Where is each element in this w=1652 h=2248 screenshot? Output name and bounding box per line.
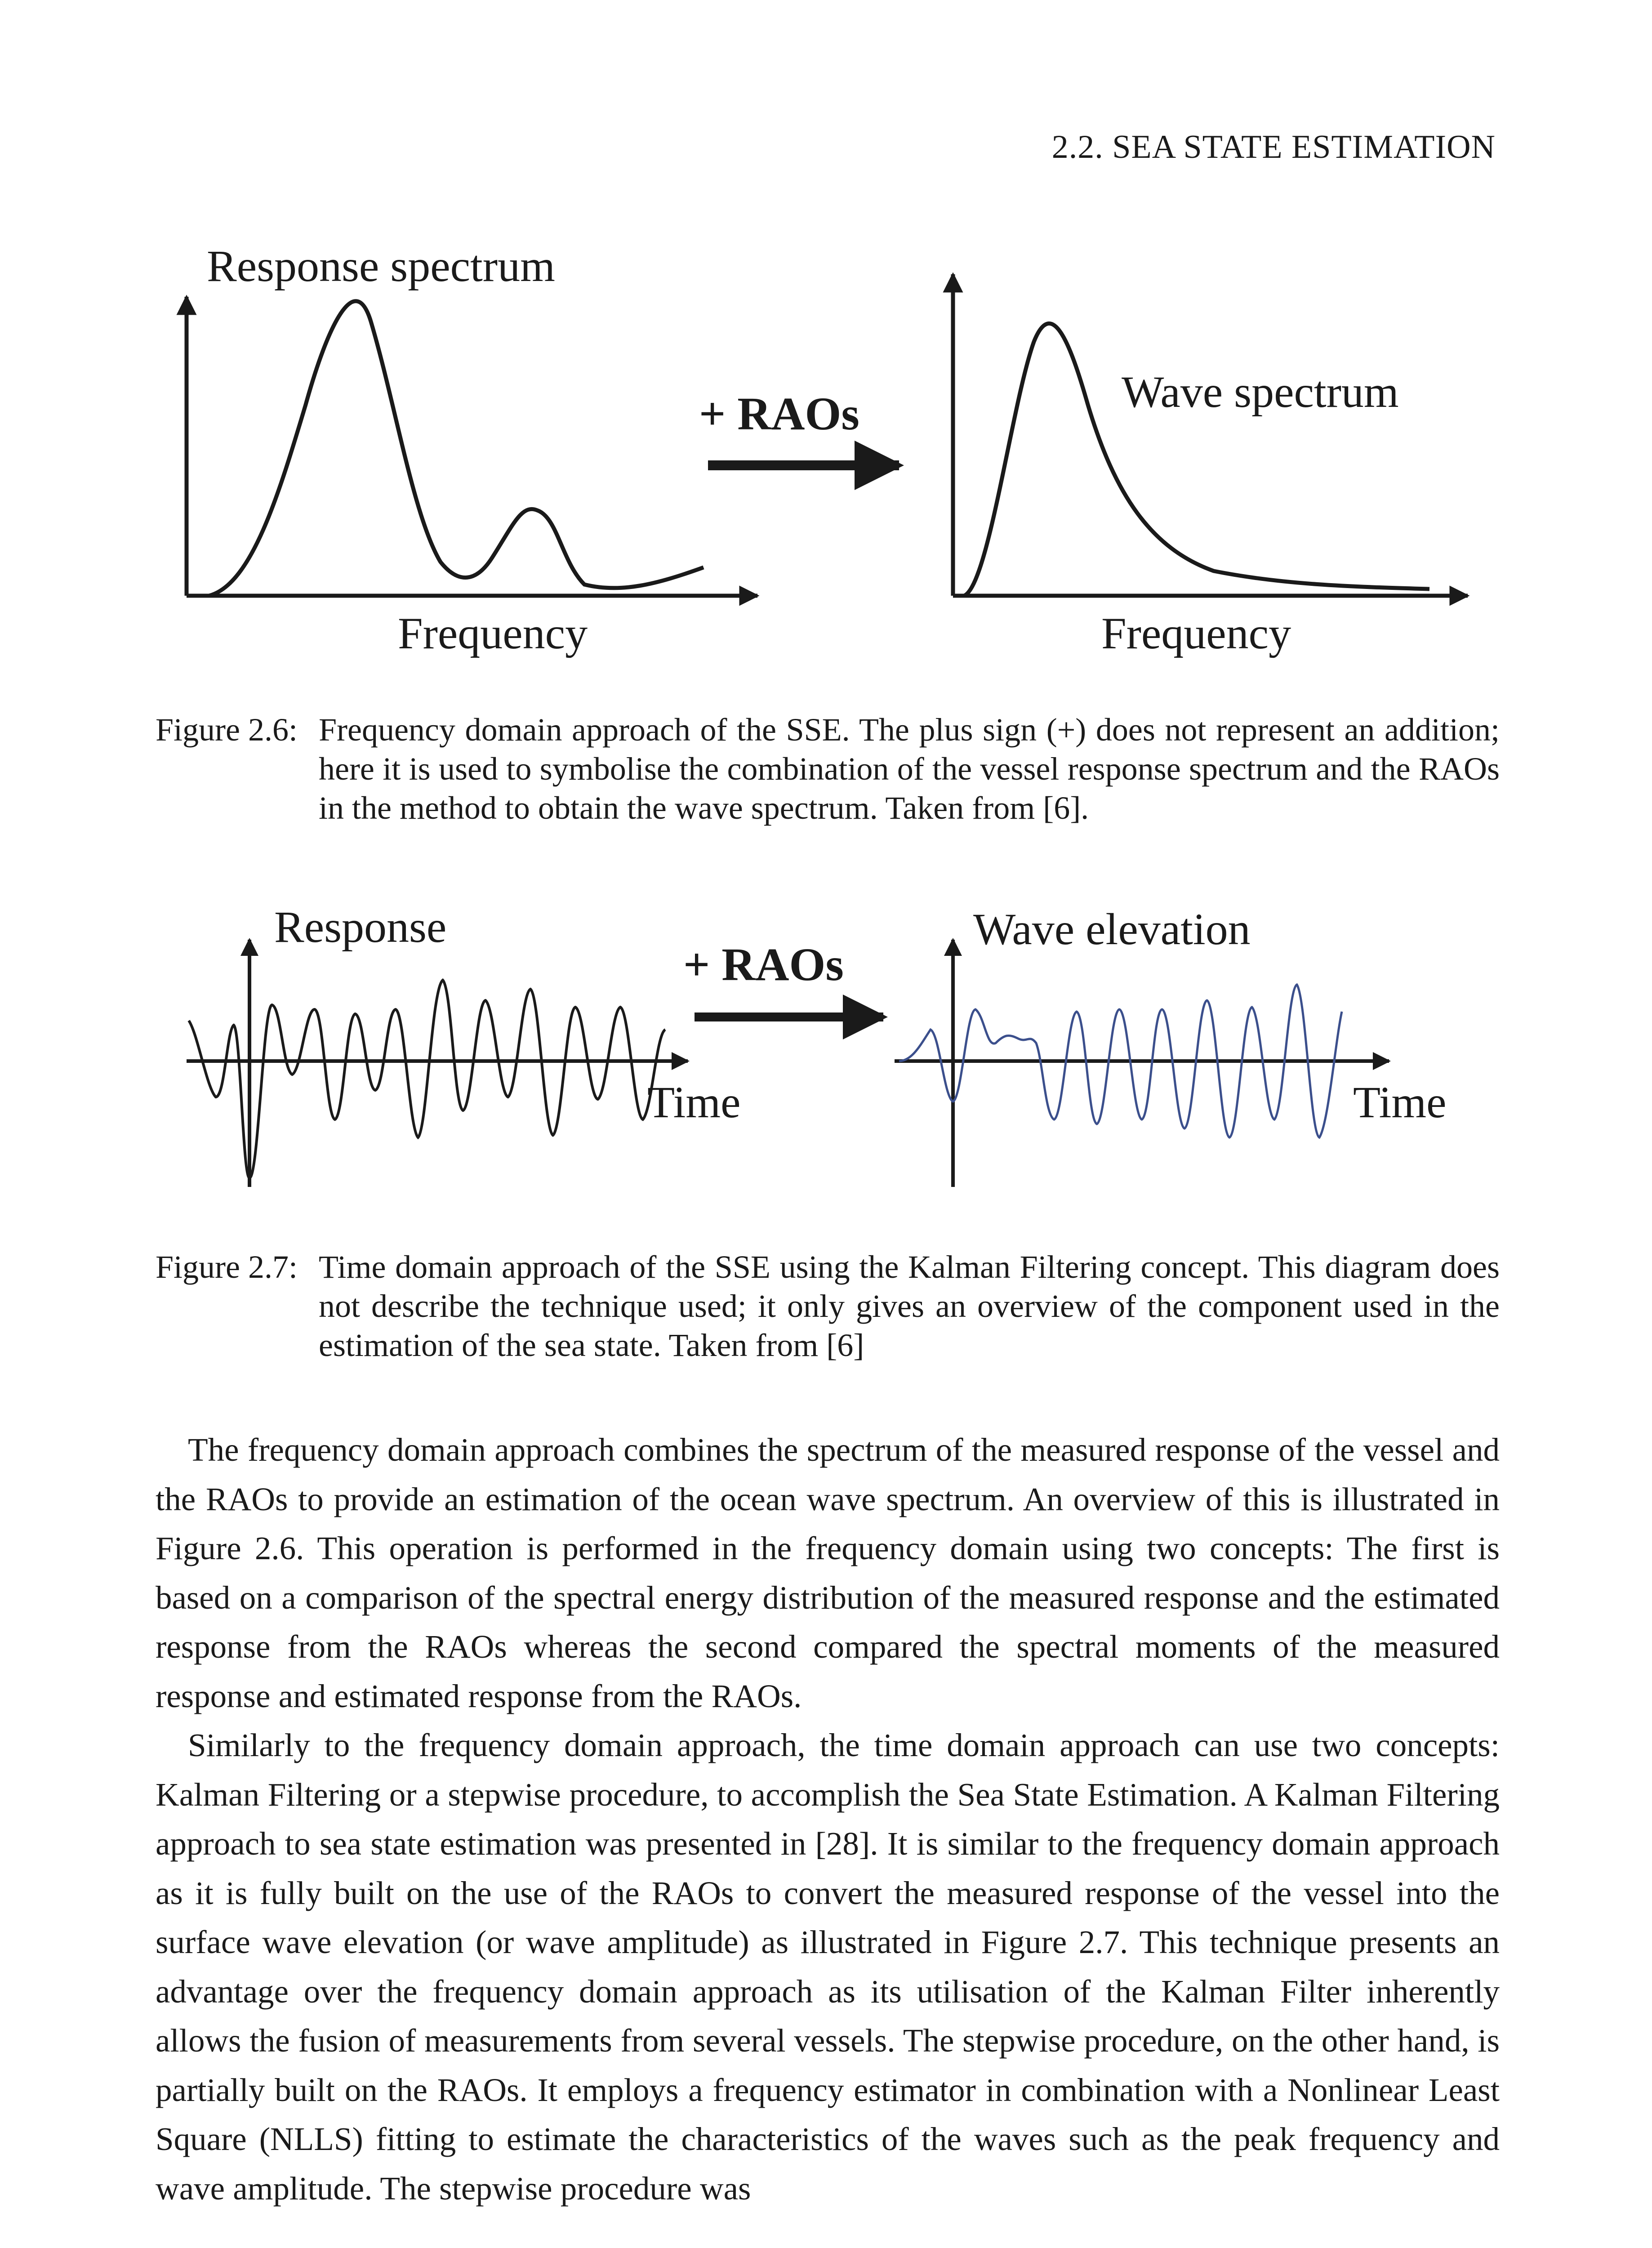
response-spectrum-curve xyxy=(209,301,704,596)
wave-elevation-axes xyxy=(895,940,1389,1187)
figure-2-7 xyxy=(0,881,1652,1214)
figure-2-7-caption-text: Time domain approach of the SSE using the Kalman Filtering concept. This diagram does not describe the technique used; it only gives an overview of the component used in the estimation of the sea state. Taken from [6] xyxy=(319,1249,1500,1363)
running-header: 2.2. SEA STATE ESTIMATION xyxy=(1051,129,1496,165)
figure-2-7-caption-label: Figure 2.7: xyxy=(156,1249,298,1285)
response-spectrum-title: Response spectrum xyxy=(207,241,555,291)
response-spectrum-axes xyxy=(187,297,757,596)
wave-spectrum-axes xyxy=(953,274,1468,596)
figure-2-6-caption-text: Frequency domain approach of the SSE. The plus sign (+) does not represent an addition; here it is used to symbolise the combination of the vessel response spectrum and the RAOs in the method to obtain the wave spectrum. Taken from [6]. xyxy=(319,712,1500,826)
response-spectrum-xlabel: Frequency xyxy=(398,608,588,658)
wave-spectrum-xlabel: Frequency xyxy=(1101,608,1291,658)
response-xlabel: Time xyxy=(647,1077,741,1127)
body-paragraph: Similarly to the frequency domain approach, the time domain approach can use two concepts: Kalman Filtering or a stepwise procedure, to accomplish the Sea State Estimation. A Kalman Filtering approach to sea state estimation was presented in [28]. It is similar to the frequency domain approach as it is fully built on the use of the RAOs to convert the measured response of the vessel into the surface wave elevation (or wave amplitude) as illustrated in Figure 2.7. This technique presents an advantage over the frequency domain approach as its utilisation of the Kalman Filter inherently allows the fusion of measurements from several vessels. The stepwise procedure, on the other hand, is partially built on the RAOs. It employs a frequency estimator in combination with a Nonlinear Least Square (NLLS) fitting to estimate the characteristics of the waves such as the peak frequency and wave amplitude. The stepwise procedure was xyxy=(156,1727,1500,2207)
fig-2-6-operator-label: + RAOs xyxy=(699,388,859,440)
figure-2-6 xyxy=(0,225,1652,683)
figure-2-6-caption xyxy=(156,710,1500,828)
wave-spectrum-curve xyxy=(964,324,1429,596)
wave-spectrum-title: Wave spectrum xyxy=(1122,367,1399,417)
body-paragraph: The frequency domain approach combines the spectrum of the measured response of the vessel and the RAOs to provide an estimation of the ocean wave spectrum. An overview of this is illustrated in Figure 2.6. This operation is performed in the frequency domain using two concepts: The first is based on a comparison of the spectral energy distribution of the measured response and the estimated response from the RAOs whereas the second compared the spectral moments of the measured response and estimated response from the RAOs. xyxy=(156,1432,1500,1714)
figure-2-6-caption-label: Figure 2.6: xyxy=(156,712,298,748)
response-curve xyxy=(189,980,665,1178)
wave-elevation-xlabel: Time xyxy=(1353,1077,1447,1127)
fig-2-7-operator-label: + RAOs xyxy=(683,939,844,990)
wave-elevation-title: Wave elevation xyxy=(973,904,1251,954)
response-title: Response xyxy=(274,902,447,952)
body-text xyxy=(156,1425,1500,2213)
figure-2-7-caption xyxy=(156,1248,1500,1365)
